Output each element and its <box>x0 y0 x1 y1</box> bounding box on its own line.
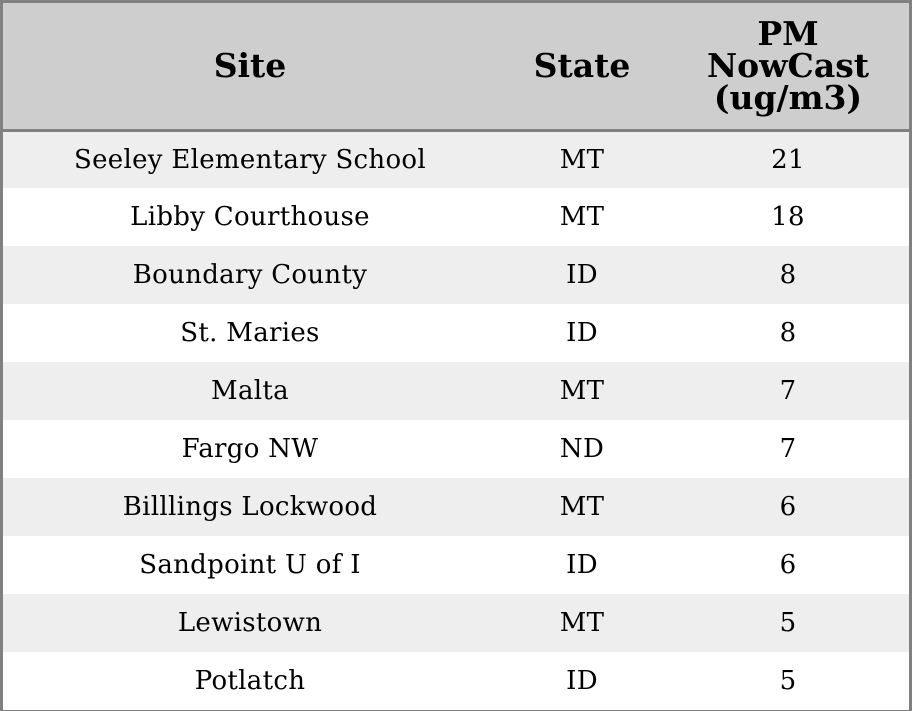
cell-site: Libby Courthouse <box>130 202 370 232</box>
cell-site: Seeley Elementary School <box>74 144 426 175</box>
cell-pm-value: 7 <box>779 376 797 406</box>
cell-state: ID <box>566 318 598 348</box>
cell-state: ND <box>559 434 605 464</box>
cell-pm-value: 21 <box>771 144 805 175</box>
table-row <box>3 130 909 188</box>
header-state: State <box>497 3 667 130</box>
cell-pm-value: 6 <box>779 492 797 522</box>
header-site: Site <box>3 3 497 130</box>
cell-site: Potlatch <box>194 666 306 696</box>
table-row <box>3 420 909 478</box>
table-row <box>3 188 909 246</box>
table-row <box>3 246 909 304</box>
cell-state: MT <box>559 376 605 406</box>
cell-site: Malta <box>211 376 289 406</box>
table-row <box>3 594 909 652</box>
table-row <box>3 362 909 420</box>
cell-site: Boundary County <box>132 260 368 290</box>
cell-pm-value: 7 <box>779 434 797 464</box>
cell-pm-value: 5 <box>779 666 797 696</box>
cell-pm-value: 18 <box>771 202 805 232</box>
cell-state: ID <box>566 260 598 290</box>
cell-site: Lewistown <box>177 608 323 638</box>
header-pm-nowcast <box>667 3 909 130</box>
cell-state: MT <box>559 492 605 522</box>
table-body <box>3 130 909 710</box>
cell-pm-value: 5 <box>779 608 797 638</box>
header-row <box>3 3 909 130</box>
header-pm-line-2: NowCast <box>706 45 870 85</box>
cell-site: Sandpoint U of I <box>139 550 361 580</box>
cell-pm-value: 8 <box>779 260 797 290</box>
cell-state: MT <box>559 202 605 232</box>
table-row <box>3 536 909 594</box>
cell-state: MT <box>559 608 605 638</box>
cell-state: ID <box>566 550 598 580</box>
cell-pm-value: 8 <box>779 318 797 348</box>
table-row <box>3 304 909 362</box>
header-pm-line-1: PM <box>757 13 819 53</box>
cell-site: St. Maries <box>180 318 320 348</box>
cell-site: Billlings Lockwood <box>122 492 378 522</box>
cell-pm-value: 6 <box>779 550 797 580</box>
cell-state: ID <box>566 666 598 696</box>
header-pm-line-3: (ug/m3) <box>713 77 863 117</box>
cell-state: MT <box>559 144 605 175</box>
cell-site: Fargo NW <box>181 434 319 464</box>
table-row <box>3 478 909 536</box>
table-row <box>3 652 909 710</box>
pm-nowcast-table <box>3 3 909 710</box>
